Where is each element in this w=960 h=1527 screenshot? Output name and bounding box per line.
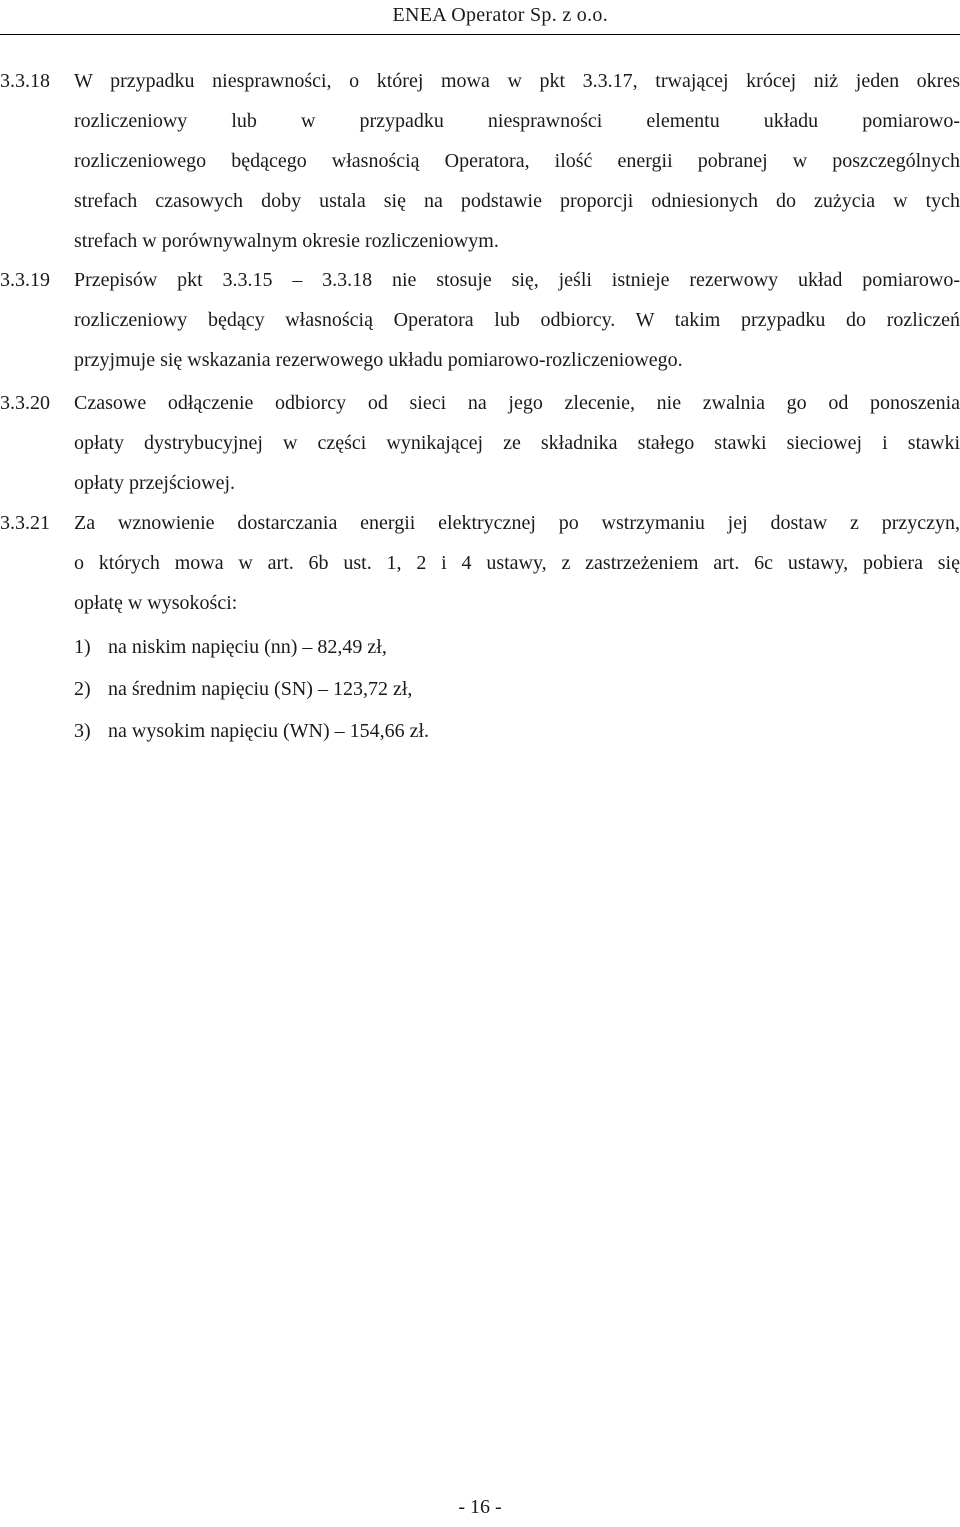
list-item-number: 2) bbox=[74, 678, 91, 700]
section-line: rozliczeniowego będącego własnością Operatora, ilość energii pobranej w poszczególnych bbox=[74, 150, 960, 172]
fee-list-item bbox=[74, 627, 387, 667]
section-line: przyjmuje się wskazania rezerwowego układu pomiarowo-rozliczeniowego. bbox=[74, 349, 683, 371]
section-number: 3.3.20 bbox=[0, 392, 50, 414]
section-line: Za wznowienie dostarczania energii elektrycznej po wstrzymaniu jej dostaw z przyczyn, bbox=[74, 512, 960, 534]
section-3-3-21 bbox=[0, 503, 960, 623]
section-number: 3.3.18 bbox=[0, 70, 50, 92]
section-line: opłatę w wysokości: bbox=[74, 592, 238, 614]
list-item-text: na wysokim napięciu (WN) – 154,66 zł. bbox=[108, 720, 430, 742]
list-item-text: na średnim napięciu (SN) – 123,72 zł, bbox=[108, 678, 413, 700]
list-item-number: 1) bbox=[74, 636, 91, 658]
fee-list-item bbox=[74, 669, 412, 709]
list-item-number: 3) bbox=[74, 720, 91, 742]
section-3-3-20 bbox=[0, 383, 960, 503]
list-item-text: na niskim napięciu (nn) – 82,49 zł, bbox=[108, 636, 387, 658]
section-line: W przypadku niesprawności, o której mowa w pkt 3.3.17, trwającej krócej niż jeden okres bbox=[74, 70, 960, 92]
section-number: 3.3.19 bbox=[0, 269, 50, 291]
section-number: 3.3.21 bbox=[0, 512, 50, 534]
section-line: Czasowe odłączenie odbiorcy od sieci na jego zlecenie, nie zwalnia go od ponoszenia bbox=[74, 392, 960, 414]
section-3-3-18 bbox=[0, 61, 960, 261]
section-line: opłaty dystrybucyjnej w części wynikającej ze składnika stałego stawki sieciowej i stawki bbox=[74, 432, 960, 454]
header-divider bbox=[0, 34, 960, 35]
section-line: opłaty przejściowej. bbox=[74, 472, 236, 494]
section-line: rozliczeniowy lub w przypadku niesprawności elementu układu pomiarowo- bbox=[74, 110, 960, 132]
fee-list-item bbox=[74, 711, 429, 751]
section-3-3-19 bbox=[0, 260, 960, 380]
section-line: Przepisów pkt 3.3.15 – 3.3.18 nie stosuje się, jeśli istnieje rezerwowy układ pomiarowo- bbox=[74, 269, 960, 291]
page-number: - 16 - bbox=[458, 1496, 502, 1518]
page-header: ENEA Operator Sp. z o.o. bbox=[392, 4, 608, 26]
section-line: o których mowa w art. 6b ust. 1, 2 i 4 ustawy, z zastrzeżeniem art. 6c ustawy, pobiera się bbox=[74, 552, 960, 574]
section-line: rozliczeniowy będący własnością Operatora lub odbiorcy. W takim przypadku do rozliczeń bbox=[74, 309, 960, 331]
section-line: strefach w porównywalnym okresie rozliczeniowym. bbox=[74, 230, 499, 252]
section-line: strefach czasowych doby ustala się na podstawie proporcji odniesionych do zużycia w tych bbox=[74, 190, 960, 212]
